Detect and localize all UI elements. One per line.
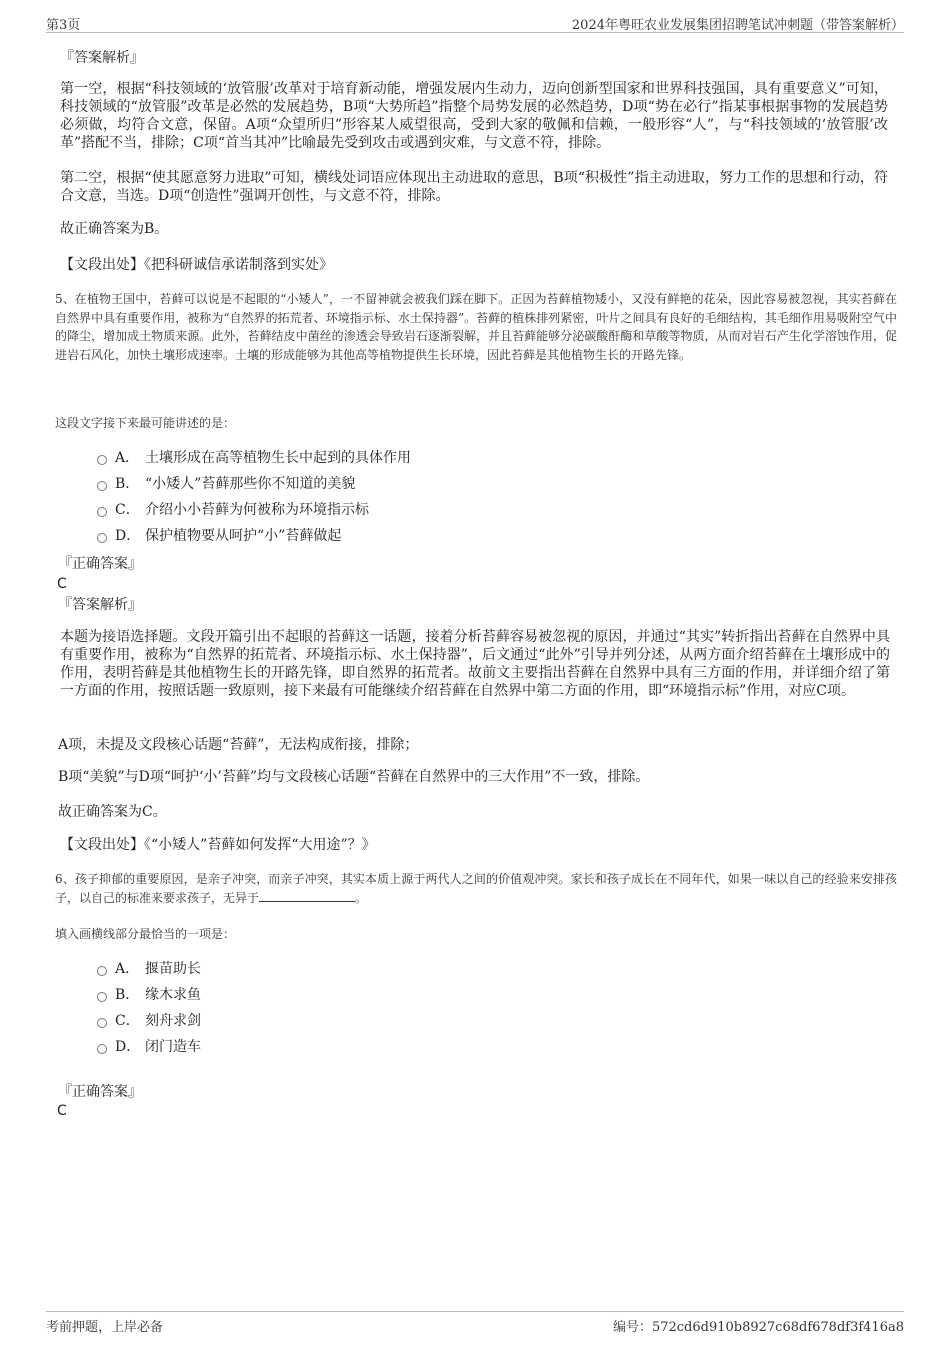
radio-icon[interactable] xyxy=(97,481,107,491)
option-text: 闭门造车 xyxy=(145,1039,201,1055)
option-text: “小矮人”苔藓那些你不知道的美貌 xyxy=(145,476,356,492)
option-text: 保护植物要从呵护“小”苔藓做起 xyxy=(145,528,342,544)
page-footer xyxy=(46,1311,904,1334)
q6-correct-answer: C xyxy=(57,1103,67,1119)
q4-analysis-para2: 第二空，根据“使其愿意努力进取”可知，横线处词语应体现出主动进取的意思，B项“积极性”指主动进取，努力工作的思想和行动，符合文意，当选。D项“创造性”强调开创性，与文意不符，排除。 xyxy=(60,170,888,204)
radio-icon[interactable] xyxy=(97,533,107,543)
document-title: 2024年粤旺农业发展集团招聘笔试冲刺题（带答案解析） xyxy=(571,18,904,33)
option-letter: A． xyxy=(115,450,140,466)
footer-slogan: 考前押题，上岸必备 xyxy=(46,1320,164,1335)
radio-icon[interactable] xyxy=(97,455,107,465)
q6-stem xyxy=(55,870,897,907)
page-number: 第3页 xyxy=(46,18,81,33)
radio-icon[interactable] xyxy=(97,966,107,976)
q4-source: 【文段出处】《把科研诚信承诺制落到实处》 xyxy=(60,257,333,273)
q5-analysis-label: 『答案解析』 xyxy=(58,597,142,613)
q4-analysis-para1: 第一空，根据“科技领域的‘放管服’改革对于培育新动能，增强发展内生动力，迈向创新型国家和世界科技强国，具有重要意义”可知，科技领域的“放管服”改革是必然的发展趋势，B项“大势所趋”指整个局势发展的必然趋势，D项“势在必行”指某事根据事物的发展趋势必须做，均符合文意，保留。A项“众望所归”形容某人威望很高，受到大家的敬佩和信赖，一般形容“人”，与“科技领域的‘放管服’改革”搭配不当，排除；C项“首当其冲”比喻最先受到攻击或遇到灾难，与文意不符，排除。 xyxy=(60,81,888,151)
radio-icon[interactable] xyxy=(97,992,107,1002)
document-id: 编号：572cd6d910b8927c68df678df3f416a8 xyxy=(612,1320,904,1335)
option-letter: C． xyxy=(115,1013,140,1029)
q6-stem-text: 6、孩子抑郁的重要原因，是亲子冲突，而亲子冲突，其实本质上源于两代人之间的价值观冲突。家长和孩子成长在不同年代，如果一味以自己的经验来安排孩子，以自己的标准来要求孩子，无异于 xyxy=(55,872,897,905)
page-header xyxy=(46,14,904,33)
q4-analysis-label: 『答案解析』 xyxy=(60,50,144,66)
option-text: 土壤形成在高等植物生长中起到的具体作用 xyxy=(145,450,411,466)
q5-analysis-para1: 本题为接语选择题。文段开篇引出不起眼的苔藓这一话题，接着分析苔藓容易被忽视的原因，并通过“其实”转折指出苔藓在自然界中具有重要作用，被称为“自然界的拓荒者、环境指示标、水土保持器”，后文通过“此外”引导并列分述，从两方面介绍苔藓在土壤形成中的作用，表明苔藓是其他植物生长的开路先锋，即自然界的拓荒者。故前文主要指出苔藓在自然界中具有三方面的作用，并详细介绍了第一方面的作用，按照话题一致原则，接下来最有可能继续介绍苔藓在自然界中第二方面的作用，即“环境指示标”作用，对应C项。 xyxy=(60,629,890,699)
option-letter: C． xyxy=(115,502,140,518)
option-text: 缘木求鱼 xyxy=(145,987,201,1003)
q6-prompt: 填入画横线部分最恰当的一项是： xyxy=(55,927,236,941)
q5-stem: 5、在植物王国中，苔藓可以说是不起眼的“小矮人”，一不留神就会被我们踩在脚下。正因为苔藓植物矮小，又没有鲜艳的花朵，因此容易被忽视，其实苔藓在自然界中具有重要作用，被称为“自然界的拓荒者、环境指示标、水土保持器”。苔藓的植株排列紧密，叶片之间具有良好的毛细结构，其毛细作用易吸附空气中的降尘，增加成土物质来源。此外，苔藓结皮中菌丝的渗透会导致岩石逐渐裂解，并且苔藓能够分泌碳酸酐酶和草酸等物质，从而对岩石产生化学溶蚀作用，促进岩石风化，加快土壤形成速率。土壤的形成能够为其他高等植物提供生长环境，因此苔藓是其他植物生长的开路先锋。 xyxy=(55,292,897,362)
q5-source: 【文段出处】《“小矮人”苔藓如何发挥“大用途”？》 xyxy=(60,837,376,853)
q6-correct-label: 『正确答案』 xyxy=(58,1084,142,1100)
option-letter: D． xyxy=(115,1039,141,1055)
q5-correct-answer: C xyxy=(57,576,67,592)
q5-analysis-para2: A项，未提及文段核心话题“苔藓”，无法构成衔接，排除； xyxy=(58,737,419,753)
radio-icon[interactable] xyxy=(97,507,107,517)
option-letter: A． xyxy=(115,961,140,977)
q4-conclusion: 故正确答案为B。 xyxy=(60,221,169,237)
q5-prompt: 这段文字接下来最可能讲述的是： xyxy=(55,416,236,430)
q5-correct-label: 『正确答案』 xyxy=(58,556,142,572)
option-text: 揠苗助长 xyxy=(145,961,201,977)
radio-icon[interactable] xyxy=(97,1018,107,1028)
option-text: 介绍小小苔藓为何被称为环境指示标 xyxy=(145,502,369,518)
answer-blank xyxy=(259,890,355,902)
option-letter: B． xyxy=(115,476,140,492)
option-letter: B． xyxy=(115,987,140,1003)
option-text: 刻舟求剑 xyxy=(145,1013,201,1029)
radio-icon[interactable] xyxy=(97,1044,107,1054)
q5-analysis-para3: B项“美貌”与D项“呵护‘小’苔藓”均与文段核心话题“苔藓在自然界中的三大作用”不一致，排除。 xyxy=(58,769,650,785)
q6-stem-end: 。 xyxy=(355,890,368,905)
q5-conclusion: 故正确答案为C。 xyxy=(58,804,167,820)
option-letter: D． xyxy=(115,528,141,544)
